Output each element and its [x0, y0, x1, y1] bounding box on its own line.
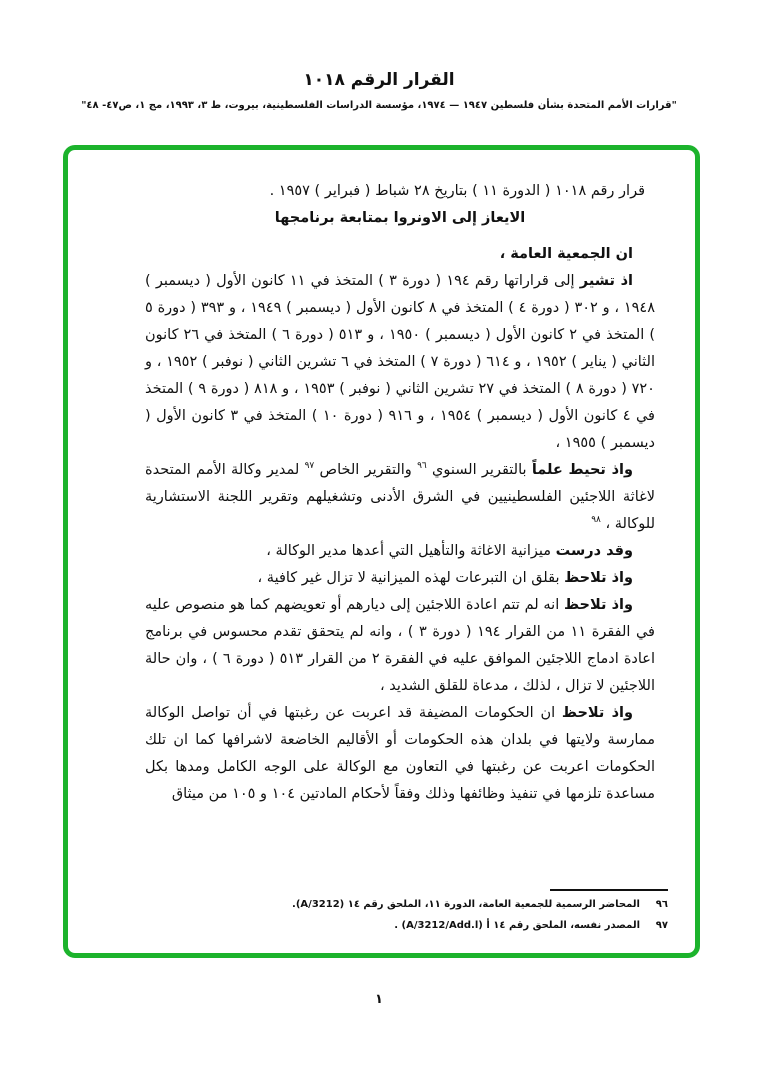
footnote-number: ٩٧ — [655, 920, 668, 931]
document-frame — [63, 145, 700, 958]
resolution-body — [145, 178, 655, 808]
footnote-ref-97: ٩٧ — [304, 461, 315, 472]
paragraph-recalling-resolutions — [145, 268, 655, 457]
paragraph-lead: واذ تلاحظ — [564, 570, 633, 586]
footnote-96 — [108, 898, 668, 912]
paragraph-lead: وقد درست — [555, 543, 633, 559]
footnote-ref-98: ٩٨ — [591, 515, 601, 526]
paragraph-lead: واذ تحيط علماً — [531, 462, 634, 478]
paragraph-noting-reports — [145, 457, 655, 538]
paragraph-text: بقلق ان التبرعات لهذه الميزانية لا تزال غير كافية ، — [257, 570, 565, 586]
resolution-subject: الايعاز إلى الاونروا بمتابعة برنامجها — [274, 210, 526, 226]
source-citation: "قرارات الأمم المتحدة بشأن فلسطين ١٩٤٧ — ١٩٧٤، مؤسسة الدراسات الفلسطينية، بيروت، ط ٣، ١٩٩٣، مج ١، ص٤٧- ٤٨" — [81, 100, 677, 111]
paragraph-text: لمدير وكالة الأمم المتحدة لاغاثة اللاجئين الفلسطينيين في الشرق الأدنى وتشغيلهم وتقرير اللجنة الاستشارية للوكالة ، — [145, 462, 655, 532]
paragraph-text: بالتقرير السنوي — [426, 462, 532, 478]
footnote-ref-96: ٩٦ — [417, 461, 427, 472]
paragraph-lead: اذ تشير — [579, 273, 633, 289]
paragraph-budget-studied — [145, 538, 655, 565]
resolution-title: القرار الرقم ١٠١٨ — [303, 70, 455, 90]
paragraph-text: ميزانية الاغاثة والتأهيل التي أعدها مدير الوكالة ، — [266, 543, 556, 559]
paragraph-text: ان الحكومات المضيفة قد اعربت عن رغبتها في أن تواصل الوكالة ممارسة ولايتها في بلدان هذه الحكومات أو الأقاليم الخاضعة لاشرافها كما ان تلك الحكومات اعربت عن رغبتها في التعاون مع الوكالة على الوجه الكامل ومدها بكل مساعدة تلزمها في تنفيذ وظائفها وذلك وفقاً لأحكام المادتين ١٠٤ و ١٠٥ من ميثاق — [145, 705, 655, 802]
footnote-97 — [108, 919, 668, 933]
paragraph-text: إلى قراراتها رقم ١٩٤ ( دورة ٣ ) المتخذ في ١١ كانون الأول ( ديسمبر ) ١٩٤٨ ، و ٣٠٢ ( دورة ٤ ) المتخذ في ٨ كانون الأول ( ديسمبر ) ١٩٤٩ ، و ٣٩٣ ( دورة ٥ ) المتخذ في ٢ كانون الأول ( ديسمبر ) ١٩٥٠ ، و ٥١٣ ( دورة ٦ ) المتخذ في ٢٦ كانون الثاني ( يناير ) ١٩٥٢ ، و ٦١٤ ( دورة ٧ ) المتخذ في ٦ تشرين الثاني ( نوفبر ) ١٩٥٢ ، و ٧٢٠ ( دورة ٨ ) المتخذ في ٢٧ تشرين الثاني ( نوفبر ) ١٩٥٣ ، و ٨١٨ ( دورة ٩ ) المتخذ في ٤ كانون الأول ( ديسمبر ) ١٩٥٤ ، و ٩١٦ ( دورة ١٠ ) المتخذ في ٣ كانون الأول ( ديسمبر ) ١٩٥٥ ، — [145, 273, 656, 451]
paragraph-host-governments — [145, 700, 655, 808]
paragraph-text: والتقرير الخاص — [314, 462, 418, 478]
footnote-number: ٩٦ — [655, 899, 668, 910]
paragraph-lead: واذ تلاحظ — [561, 705, 633, 721]
footnotes-section — [108, 889, 668, 933]
salutation: ان الجمعية العامة ، — [499, 246, 633, 262]
paragraph-repatriation — [145, 592, 655, 700]
paragraph-lead: واذ تلاحظ — [563, 597, 633, 613]
footnote-text: المحاضر الرسمية للجمعية العامة، الدورة ١١، الملحق رقم ١٤ (A/3212). — [292, 899, 640, 910]
paragraph-text: انه لم تتم اعادة اللاجئين إلى ديارهم أو تعويضهم كما هو منصوص عليه في الفقرة ١١ من القرار ١٩٤ ( دورة ٣ ) ، وانه لم يتحقق تقدم محسوس في برنامج اعادة ادماج اللاجئين الموافق عليه في الفقرة ٢ من القرار ٥١٣ ( دورة ٦ ) ، وان حالة اللاجئين لا تزال ، لذلك ، مدعاة للقلق الشديد ، — [145, 597, 655, 694]
page-number: ١ — [375, 992, 383, 1007]
resolution-heading: قرار رقم ١٠١٨ ( الدورة ١١ ) بتاريخ ٢٨ شباط ( فبراير ) ١٩٥٧ . — [269, 183, 645, 199]
footnote-divider — [550, 889, 668, 891]
paragraph-contributions-concern — [145, 565, 655, 592]
footnote-text: المصدر نفسه، الملحق رقم ١٤ أ (A/3212/Add.l) . — [394, 920, 640, 931]
